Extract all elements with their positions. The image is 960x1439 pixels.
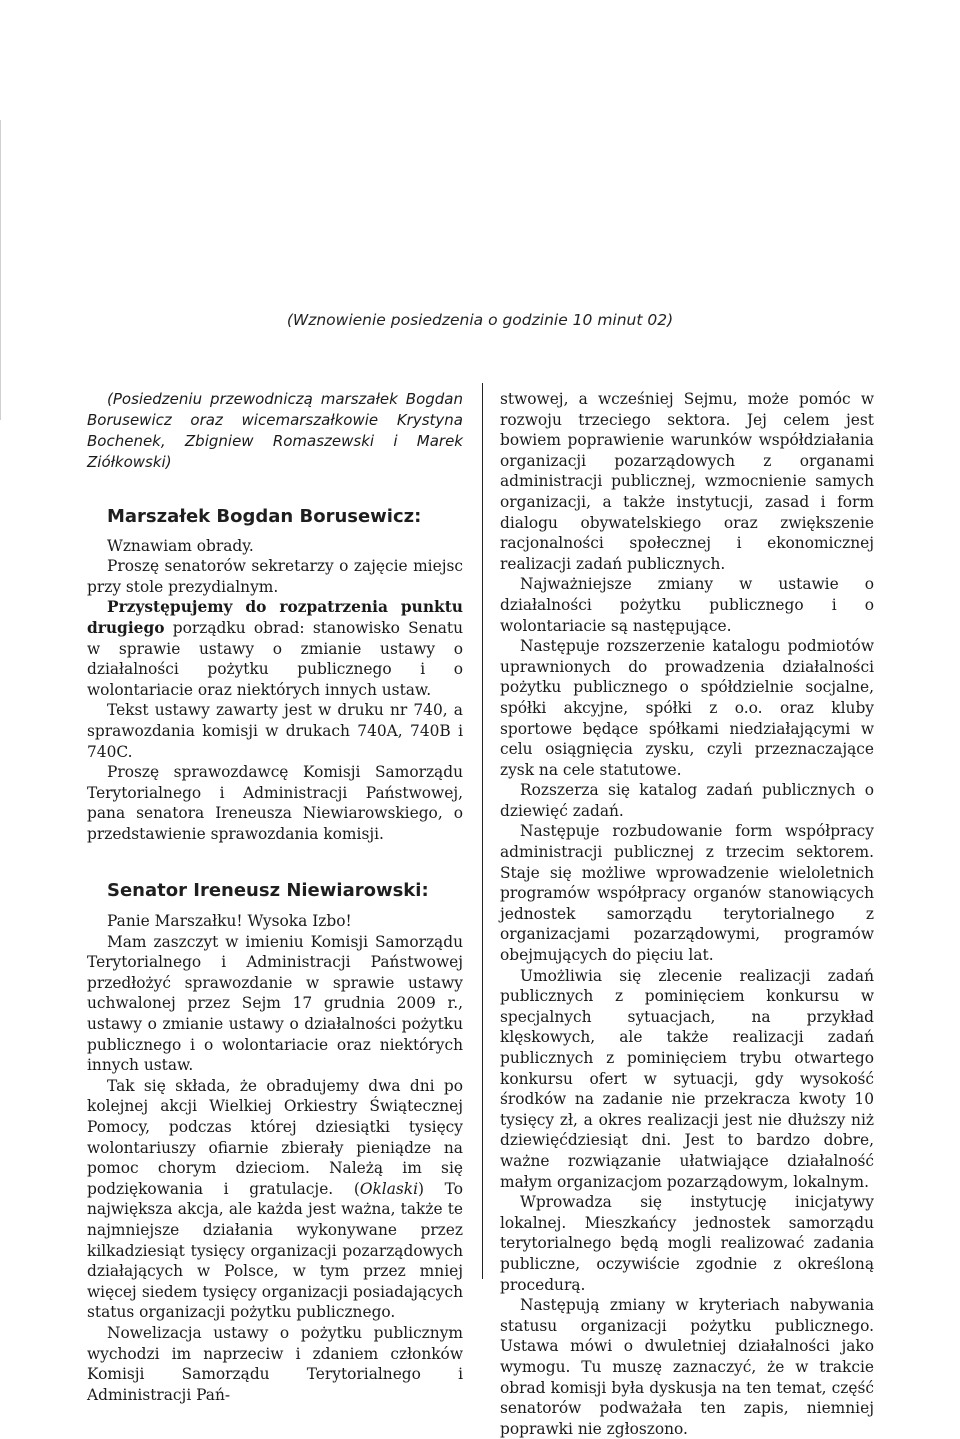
paragraph: Proszę senatorów sekretarzy o zajęcie miejsc przy stole prezydialnym.	[87, 557, 463, 596]
chair-note: (Posiedzeniu przewodniczą marszałek Bogdan Borusewicz oraz wicemarszałkowie Krystyna Bochenek, Zbigniew Romaszewski i Marek Ziółkowski)	[87, 390, 463, 471]
paragraph: Wprowadza się instytucję inicjatywy lokalnej. Mieszkańcy jednostek samorządu terytorialnego będą mogli realizować zadania publiczne, oczywiście zgodnie z określoną procedurą.	[500, 1193, 874, 1294]
session-resume-note: (Wznowienie posiedzenia o godzinie 10 minut 02)	[286, 311, 674, 329]
left-column	[87, 389, 463, 1405]
paragraph-text: ) To największa akcja, ale każda jest ważna, także te najmniejsze działania wykonywane przez kilkadziesiąt tysięcy organizacji pozarządowych działających w Polsce, w tym przez mniej więcej siedem tysięcy organizacji posiadających status organizacji pożytku publicznego.	[87, 1179, 463, 1322]
paragraph: Nowelizacja ustawy o pożytku publicznym wychodzi im naprzeciw i zdaniem członków Komisji Samorządu Terytorialnego i Administracji Pań-	[87, 1323, 463, 1404]
paragraph: Proszę sprawozdawcę Komisji Samorządu Terytorialnego i Administracji Państwowej, pana senatora Ireneusza Niewiarowskiego, o przedstawienie sprawozdania komisji.	[87, 763, 463, 843]
paragraph: Następuje rozszerzenie katalogu podmiotów uprawnionych do prowadzenia działalności pożytku publicznego o spółdzielnie socjalne, spółki akcyjne, spółki z o.o. oraz kluby sportowe będące spółkami niedziałającymi w celu osiągnięcia zysku, czyli przeznaczające zysk na cele statutowe.	[500, 637, 874, 779]
speaker-heading-senator: Senator Ireneusz Niewiarowski:	[107, 879, 429, 901]
paragraph: Mam zaszczyt w imieniu Komisji Samorządu Terytorialnego i Administracji Państwowej przedłożyć sprawozdanie w sprawie ustawy uchwalonej przez Sejm 17 grudnia 2009 r., ustawy o zmianie ustawy o działalności pożytku publicznego i o wolontariacie oraz niektórych innych ustaw.	[87, 932, 463, 1075]
paragraph: Panie Marszałku! Wysoka Izbo!	[107, 912, 352, 931]
paragraph: Umożliwia się zlecenie realizacji zadań publicznych z pominięciem konkursu w specjalnych sytuacjach, na przykład klęskowych, ale także realizacji zadań publicznych z pominięciem trybu otwartego konkursu ofert w sytuacji, gdy wysokość środków na zadanie nie przekracza kwoty 10 tysięcy zł, a okres realizacji jest nie dłuższy niż dziewięćdziesiąt dni. Jest to bardzo dobre, ważne rozwiązanie ułatwiające działalność małym organizacjom pozarządowym, lokalnym.	[500, 966, 874, 1191]
applause-note: Oklaski	[359, 1179, 419, 1198]
paragraph-text: porządku obrad: stanowisko Senatu w sprawie ustawy o zmianie ustawy o działalności pożytku publicznego i o wolontariacie oraz niektórych innych ustaw.	[87, 618, 463, 699]
paragraph: stwowej, a wcześniej Sejmu, może pomóc w rozwoju trzeciego sektora. Jej celem jest bowiem poprawienie warunków współdziałania organizacji pozarządowych z organami administracji publicznej, wzmocnienie samych organizacji, a także instytucji, zasad i form dialogu obywatelskiego oraz zwiększenie racjonalności społecznej i ekonomicznej realizacji zadań publicznych.	[500, 390, 874, 573]
paragraph: Najważniejsze zmiany w ustawie o działalności pożytku publicznego i o wolontariacie są następujące.	[500, 575, 874, 635]
page-edge-rule	[0, 120, 1, 420]
paragraph: Tekst ustawy zawarty jest w druku nr 740, a sprawozdania komisji w drukach 740A, 740B i 740C.	[87, 701, 463, 761]
paragraph	[87, 1076, 463, 1323]
right-column	[500, 389, 874, 1439]
speaker-heading-marszalek: Marszałek Bogdan Borusewicz:	[107, 506, 422, 527]
paragraph: Następują zmiany w kryteriach nabywania statusu organizacji pożytku publicznego. Ustawa mówi o dwuletniej działalności jako wymogu. Tu muszę zaznaczyć, że w trakcie obrad komisji była dyskusja na ten temat, część senatorów podważała ten zapis, niemniej poprawki nie zgłoszono.	[500, 1296, 874, 1438]
paragraph: Wznawiam obrady.	[107, 536, 254, 555]
paragraph	[87, 597, 463, 700]
paragraph: Następuje rozbudowanie form współpracy administracji publicznej z trzecim sektorem. Staje się możliwe wprowadzenie wieloletnich programów współpracy organów stanowiących jednostek samorządu terytorialnego z organizacjami pozarządowymi, programów obejmujących do pięciu lat.	[500, 822, 874, 965]
bold-lead-text: Przystępujemy do rozpatrzenia punktu drugiego	[87, 598, 463, 637]
column-divider	[482, 383, 483, 1279]
paragraph-text: Tak się składa, że obradujemy dwa dni po kolejnej akcji Wielkiej Orkiestry Świątecznej Pomocy, podczas której dziesiątki tysięcy wolontariuszy ofiarnie zbierały pieniądze na pomoc chorym dzieciom. Należą im się podziękowania i gratulacje. (	[87, 1076, 463, 1198]
paragraph: Rozszerza się katalog zadań publicznych o dziewięć zadań.	[500, 781, 874, 820]
